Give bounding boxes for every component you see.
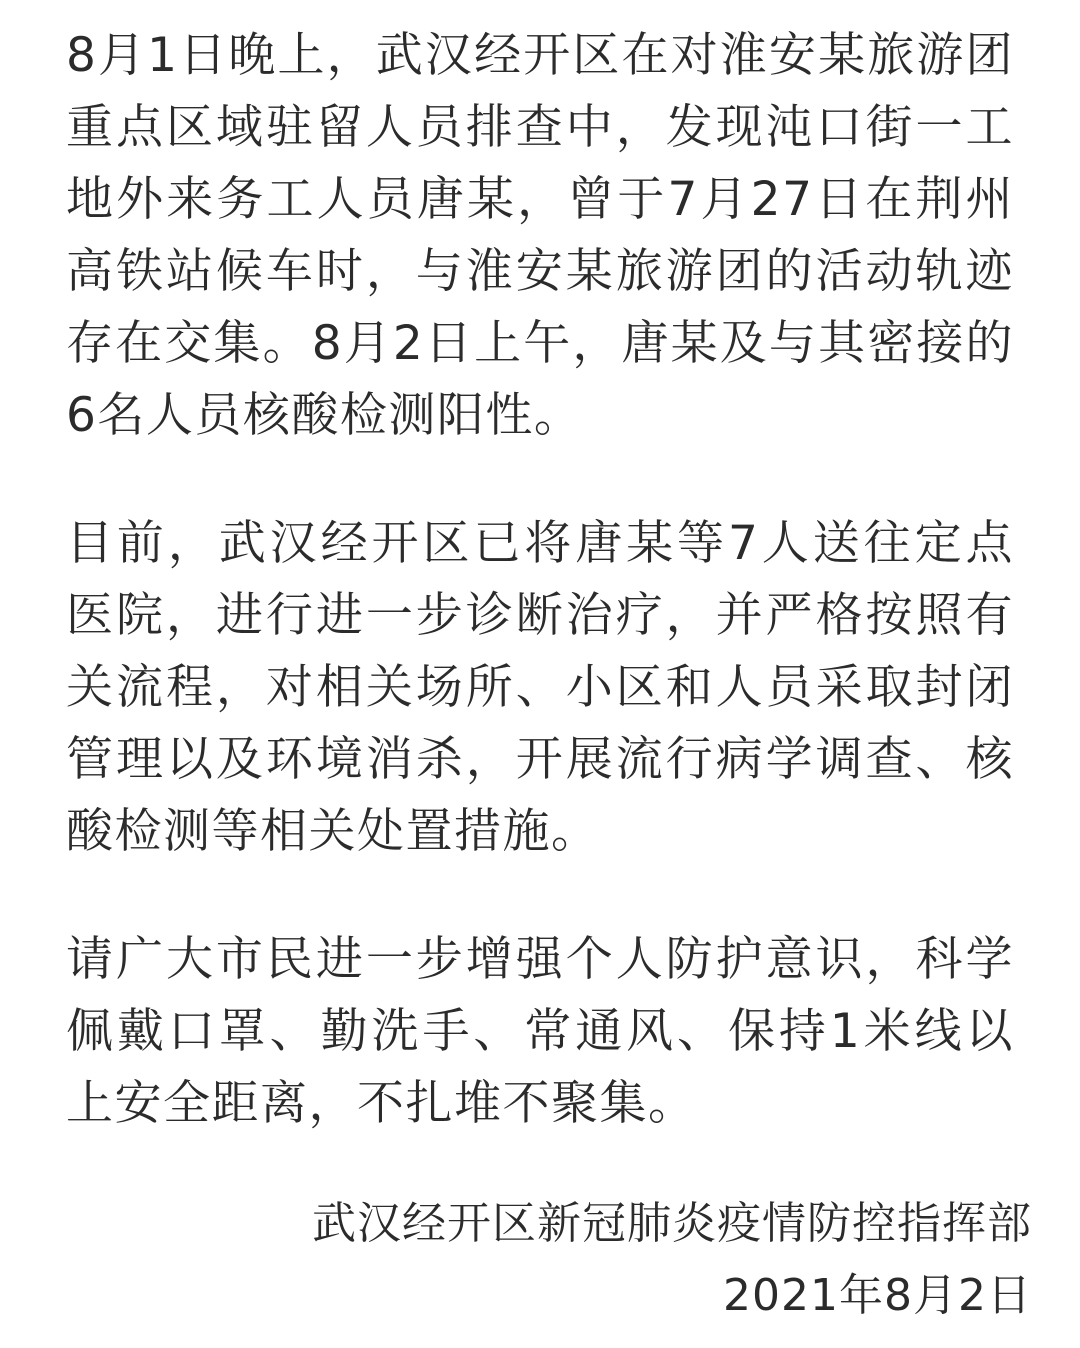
signature-block: [312, 1188, 1032, 1332]
signature-date: 2021年8月2日: [723, 1270, 1032, 1321]
paragraph-measures: 目前，武汉经开区已将唐某等7人送往定点医院，进行进一步诊断治疗，并严格按照有关流程，对相关场所、小区和人员采取封闭管理以及环境消杀，开展流行病学调查、核酸检测等相关处置措施。: [66, 516, 1014, 859]
paragraph-advice: 请广大市民进一步增强个人防护意识，科学佩戴口罩、勤洗手、常通风、保持1米线以上安全距离，不扎堆不聚集。: [66, 932, 1014, 1131]
article-body: [66, 20, 1014, 1140]
paragraph-incident: 8月1日晚上，武汉经开区在对淮安某旅游团重点区域驻留人员排查中，发现沌口街一工地外来务工人员唐某，曾于7月27日在荆州高铁站候车时，与淮安某旅游团的活动轨迹存在交集。8月2日上午，唐某及与其密接的6名人员核酸检测阳性。: [66, 28, 1014, 443]
signature-organization: 武汉经开区新冠肺炎疫情防控指挥部: [312, 1198, 1032, 1249]
